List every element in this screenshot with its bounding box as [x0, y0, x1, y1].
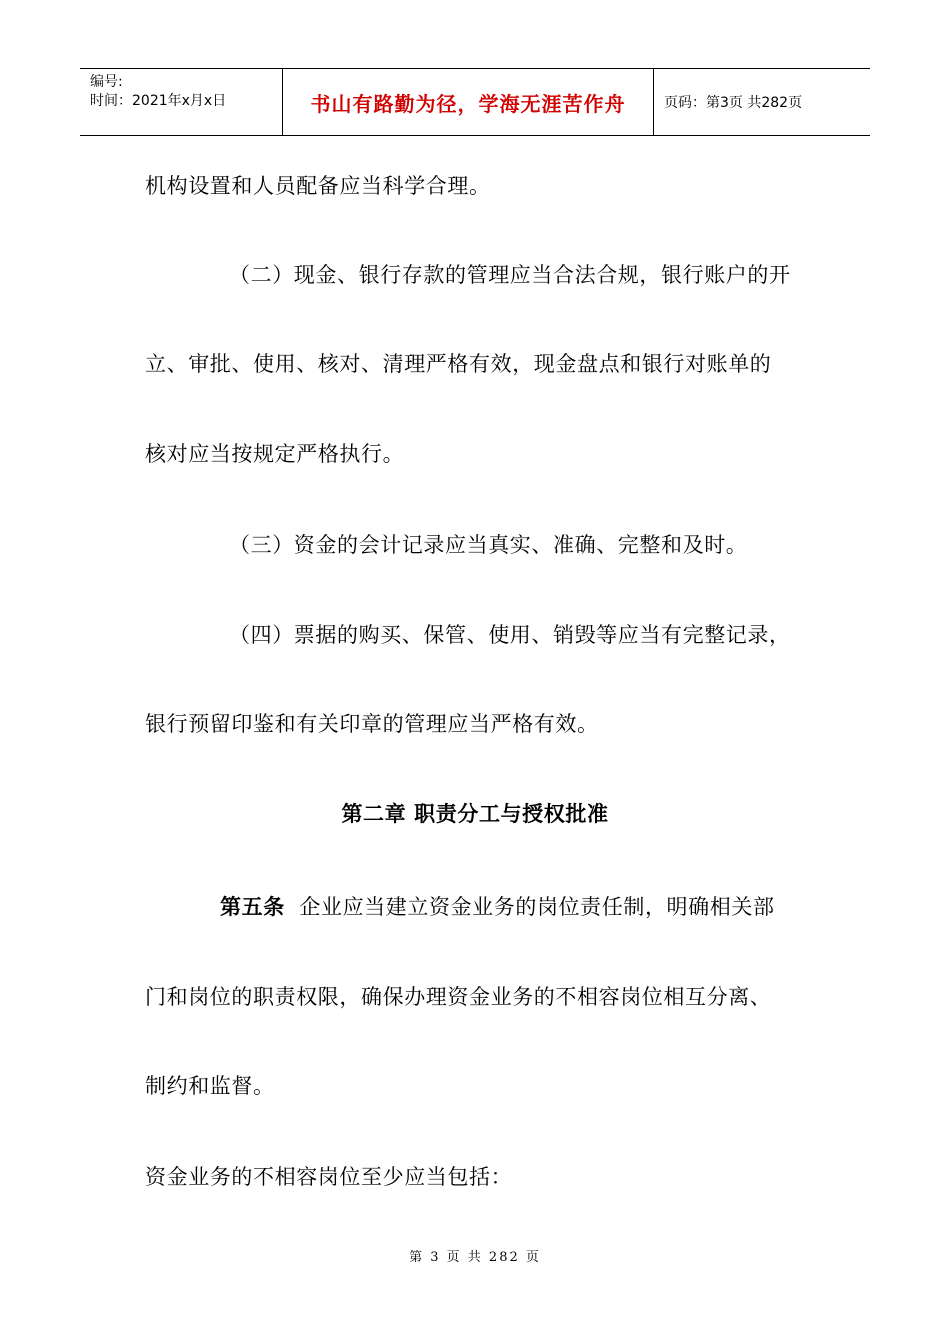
article-text: 企业应当建立资金业务的岗位责任制，明确相关部 [284, 895, 775, 919]
document-number-label: 编号: [90, 74, 123, 90]
body-line: 核对应当按规定严格执行。 [145, 442, 405, 466]
header-meta [80, 69, 282, 135]
body-line: （二）现金、银行存款的管理应当合法合规，银行账户的开 [229, 263, 791, 287]
body-line: 门和岗位的职责权限，确保办理资金业务的不相容岗位相互分离、 [145, 985, 772, 1009]
chapter-heading: 第二章 职责分工与授权批准 [341, 802, 609, 826]
body-line: 立、审批、使用、核对、清理严格有效，现金盘点和银行对账单的 [145, 352, 772, 376]
article-label: 第五条 [220, 895, 285, 919]
article-line [0, 892, 950, 922]
body-line: 机构设置和人员配备应当科学合理。 [145, 174, 491, 198]
page-header [80, 68, 870, 136]
body-line: 资金业务的不相容岗位至少应当包括： [145, 1165, 513, 1189]
header-motto: 书山有路勤为径，学海无涯苦作舟 [310, 91, 626, 116]
page-footer: 第 3 页 共 282 页 [409, 1250, 541, 1265]
body-line: （四）票据的购买、保管、使用、销毁等应当有完整记录， [229, 623, 791, 647]
document-time-label: 时间：2021年x月x日 [90, 93, 227, 109]
body-line: （三）资金的会计记录应当真实、准确、完整和及时。 [229, 533, 748, 557]
body-line: 制约和监督。 [145, 1074, 275, 1098]
header-page-info: 页码：第3页 共282页 [664, 95, 803, 111]
header-motto-cell [282, 69, 654, 135]
body-line: 银行预留印鉴和有关印章的管理应当严格有效。 [145, 712, 599, 736]
